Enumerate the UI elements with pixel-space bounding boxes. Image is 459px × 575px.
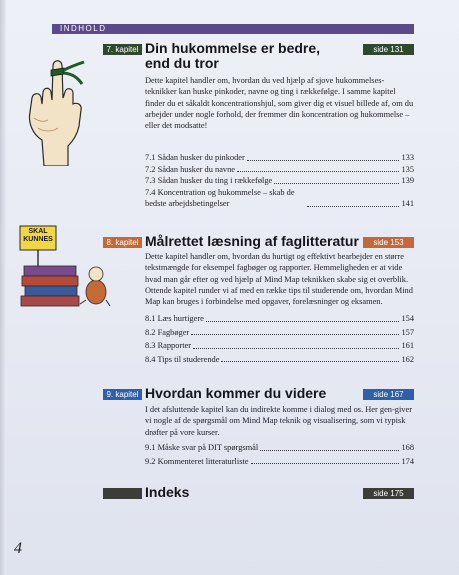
toc-row[interactable] [145,340,414,352]
chapter-7-page: side 131 [363,44,414,55]
chapter-8-body: Dette kapitel handler om, hvordan du hurtigt og effektivt bearbejder en større tekstmængde for eksempel fagbøger og rapporter. Hemmeligheden er at vide hvad man går efter og ved hjælp af Mind Map teknikken skabe sig et overblik. Ottende kapitel runder vi af med en række tips til studerende om, hvordan Mind Map kan bruges i forbindelse med opgaver, forelæsninger og eksamen. [145,252,413,307]
toc-page: 135 [401,164,414,174]
toc-page: 133 [401,153,414,162]
toc-label: 8.2 Fagbøger [145,327,190,337]
chapter-9-heading [103,385,414,401]
toc-row[interactable] [145,152,414,164]
toc-label: 9.1 Måske svar på DIT spørgsmål [145,443,259,452]
chapter-9-page: side 167 [363,389,414,400]
chapter-7-title: Din hukommelse er bedre, end du tror [145,40,321,71]
sign-line-2: KUNNES [23,236,53,243]
toc-row[interactable] [145,313,414,325]
hand-ribbon-illustration [18,48,98,166]
toc-row[interactable] [145,164,414,176]
chapter-7-heading [103,40,414,71]
toc-page: 141 [401,199,414,209]
chapter-9-body: I det afsluttende kapitel kan du indirekte komme i dialog med os. Her gen-giver vi nogle af de spørgsmål om Mind Map teknik og visualisering, som vi typisk drøfter på vore kurser. [145,405,412,437]
chapter-7-tag: 7. kapitel [103,44,142,55]
toc-page: 157 [401,327,414,337]
toc-label: 7.2 Sådan husker du navne [145,164,236,174]
chapter-7-body: Dette kapitel handler om, hvordan du ved hjælp af sjove hukommelses-teknikker kan huske pinkoder, navne og ting i rækkefølge. I samme kapitel finder du et såkaldt koncentrationshjul, som giver dig et visuel billede af, om du arbejder under nogle forhold, der fremmer din koncentration og hukommelse – eller det modsatte! [145,76,414,131]
chapter-9-tag: 9. kapitel [103,389,142,400]
toc-row[interactable] [145,354,414,366]
toc-page: 154 [401,314,414,323]
section-header: INDHOLD [52,24,414,34]
chapter-7-toc [145,152,414,210]
index-tag [103,488,142,499]
toc-page: 174 [401,456,414,466]
toc-page: 168 [401,443,414,452]
chapter-9-toc [145,442,414,467]
page-spine [0,0,6,575]
toc-label: 9.2 Kommenteret litteraturliste [145,456,249,466]
sign-text [20,228,56,244]
toc-page: 161 [401,341,414,351]
toc-row[interactable] [145,327,414,339]
toc-label: 7.1 Sådan husker du pinkoder [145,153,245,162]
chapter-8-title: Målrettet læsning af faglitteratur [145,233,359,249]
toc-row[interactable] [145,175,414,187]
toc-label: 7.4 Koncentration og hukommelse – skab de bedste arbejdsbetingelser [145,187,295,209]
toc-row[interactable] [145,456,414,468]
chapter-8-toc [145,313,414,365]
toc-row[interactable] [145,187,414,210]
chapter-8-page: side 153 [363,237,414,248]
index-page: side 175 [363,488,414,499]
chapter-9-title: Hvordan kommer du videre [145,385,327,401]
toc-label: 8.3 Rapporter [145,341,192,351]
chapter-8-heading [103,233,414,249]
toc-row[interactable] [145,442,414,454]
index-heading [103,484,414,500]
chapter-8-tag: 8. kapitel [103,237,142,248]
toc-page: 162 [401,354,414,364]
index-title: Indeks [145,484,190,500]
toc-label: 7.3 Sådan husker du ting i rækkefølge [145,176,273,186]
toc-label: 8.1 Læs hurtigere [145,314,204,323]
toc-page: 139 [401,176,414,186]
page-number: 4 [14,540,22,557]
toc-label: 8.4 Tips til studerende [145,354,220,364]
sign-line-1: SKAL [28,228,48,235]
